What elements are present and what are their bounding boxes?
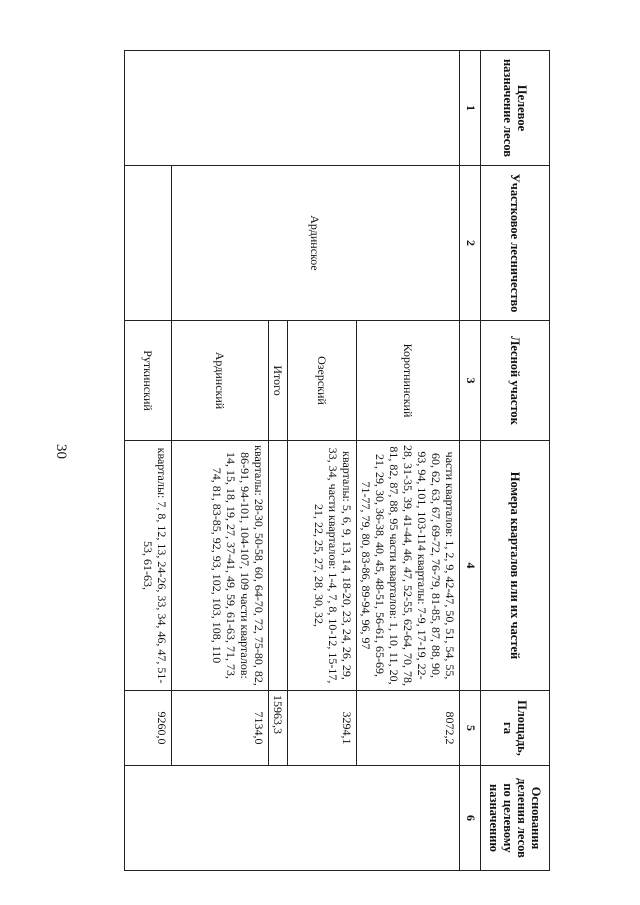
header-row bbox=[481, 51, 550, 871]
area-cell: 9260,0 bbox=[125, 691, 172, 766]
quarters-cell: кварталы: 5, 6, 9, 13, 14, 18-20, 23, 24, 26, 29, 33, 34, части кварталов: 1-4, 7, 8, 10-12, 15-17, 21, 22, 25, 27, 28, 30, 32, bbox=[288, 441, 357, 691]
column-number: 5 bbox=[460, 691, 481, 766]
header-basis: Основания деления лесов по целевому назначению bbox=[481, 766, 550, 871]
column-number-row bbox=[460, 51, 481, 871]
basis-cell bbox=[125, 766, 460, 871]
plot-cell: Ардинский bbox=[172, 321, 269, 441]
quarters-cell: кварталы: 7, 8, 12, 13, 24-26, 33, 34, 46, 47, 51-53, 61-63, bbox=[125, 441, 172, 691]
table-row bbox=[125, 51, 172, 871]
area-cell: 7134,0 bbox=[172, 691, 269, 766]
header-area: Площадь, га bbox=[481, 691, 550, 766]
quarters-cell bbox=[269, 441, 288, 691]
column-number: 6 bbox=[460, 766, 481, 871]
plot-cell: Озерский bbox=[288, 321, 357, 441]
page-number: 30 bbox=[53, 444, 69, 459]
district-cell: Ардинское bbox=[172, 166, 460, 321]
header-purpose: Целевое назначение лесов bbox=[481, 51, 550, 166]
quarters-cell: кварталы: 28-30, 50-58, 60, 64-70, 72, 75-80, 82, 86-91, 94-101, 104-107, 109 части кварталов: 14, 15, 18, 19, 27, 37-41, 49, 59, 61-63, 71, 73, 74, 81, 83-85, 92, 93, 102, 103, 108, 110 bbox=[172, 441, 269, 691]
quarters-cell: части кварталов: 1, 2, 9, 42-47, 50, 51, 54, 55, 60, 62, 63, 67, 69-72, 76-79, 81-85, 87, 88, 90, 93, 94, 101, 103-114 кварталы: 7-9, 17-19, 22-28, 31-35, 39, 41-44, 46, 47, 52-55, 62-64, 70, 78, 81, 82, 87, 88, 95 части кварталов: 1, 10, 11, 20, 21, 29, 30, 36-38, 40, 45, 48-51, 56-61, 65-69, 71-77, 79, 80, 83-86, 89-94, 96, 97 bbox=[357, 441, 460, 691]
purpose-cell bbox=[125, 51, 460, 166]
district-cell bbox=[125, 166, 172, 321]
forest-purpose-table bbox=[124, 50, 550, 871]
column-number: 3 bbox=[460, 321, 481, 441]
plot-cell: Руткинский bbox=[125, 321, 172, 441]
header-quarters: Номера кварталов или их частей bbox=[481, 441, 550, 691]
total-area: 15963,3 bbox=[269, 691, 288, 766]
column-number: 2 bbox=[460, 166, 481, 321]
rotated-page bbox=[80, 50, 550, 870]
table-row bbox=[357, 51, 460, 871]
column-number: 4 bbox=[460, 441, 481, 691]
header-plot: Лесной участок bbox=[481, 321, 550, 441]
area-cell: 8072,2 bbox=[357, 691, 460, 766]
area-cell: 3294,1 bbox=[288, 691, 357, 766]
plot-cell: Коротнинский bbox=[357, 321, 460, 441]
header-district: Участковое лесничество bbox=[481, 166, 550, 321]
column-number: 1 bbox=[460, 51, 481, 166]
total-label: Итого bbox=[269, 321, 288, 441]
